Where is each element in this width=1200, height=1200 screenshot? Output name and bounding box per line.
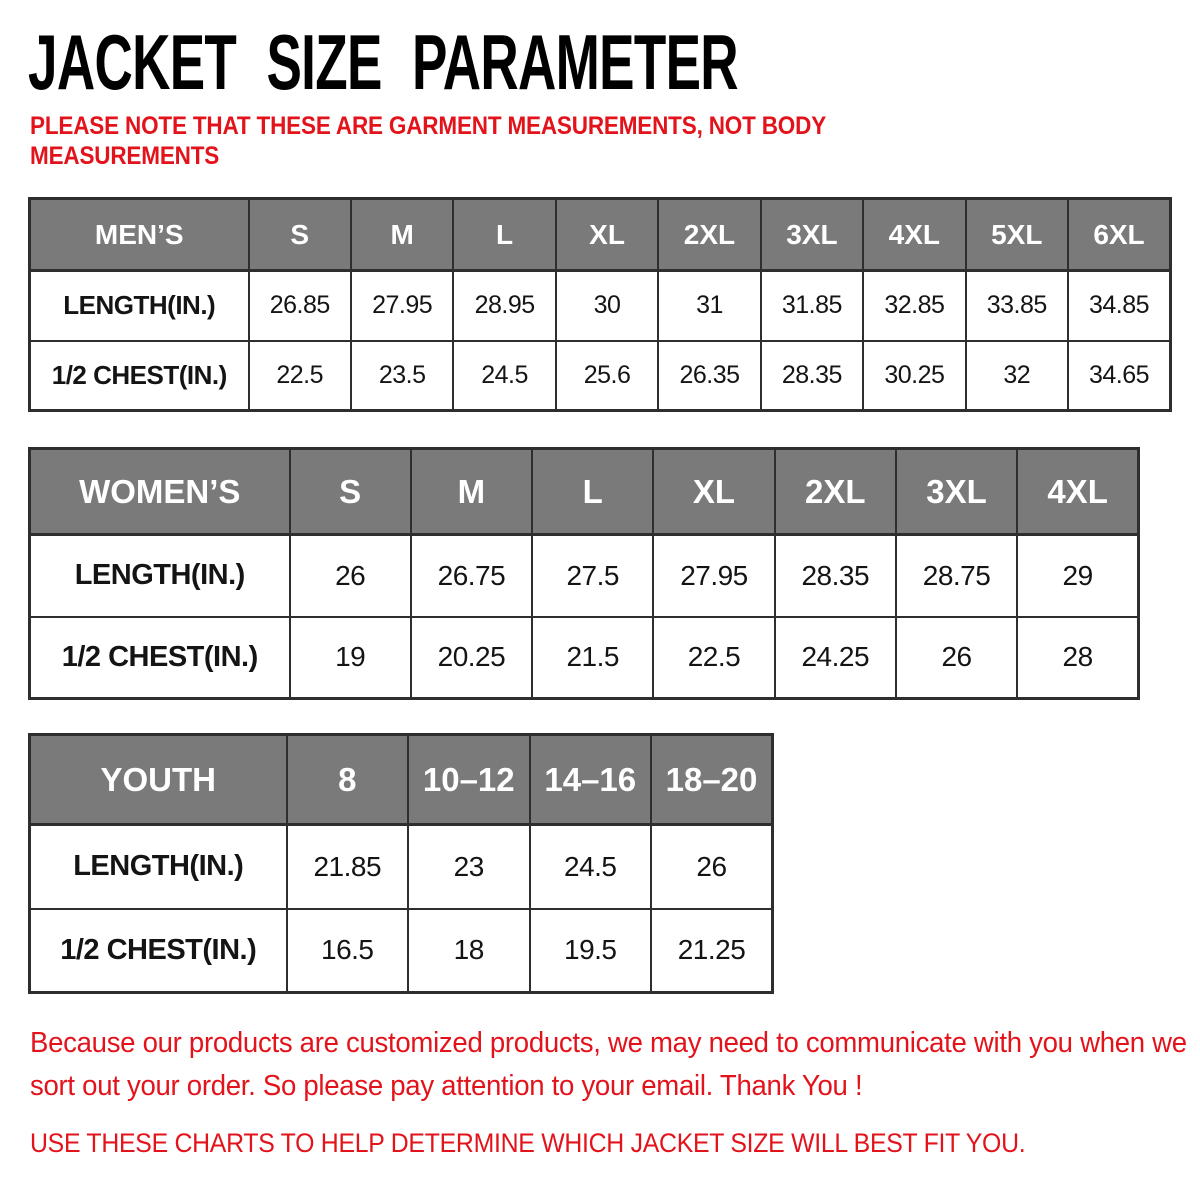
measurement-cell: 19 xyxy=(290,617,411,699)
measurement-cell: 26 xyxy=(651,825,773,909)
measurement-cell: 26.75 xyxy=(411,535,532,617)
measurement-cell: 20.25 xyxy=(411,617,532,699)
mens-header-row xyxy=(30,199,1171,271)
size-header-cell: 4XL xyxy=(863,199,965,271)
size-fit-advice: USE THESE CHARTS TO HELP DETERMINE WHICH JACKET SIZE WILL BEST FIT YOU. xyxy=(30,1128,1026,1158)
womens-header-row xyxy=(30,449,1139,535)
row-label-cell: 1/2 CHEST(IN.) xyxy=(30,909,287,993)
womens-table-title-cell: WOMEN’S xyxy=(30,449,290,535)
measurement-cell: 27.95 xyxy=(351,271,453,341)
measurement-cell: 27.95 xyxy=(653,535,774,617)
measurement-cell: 32 xyxy=(966,341,1068,411)
measurement-cell: 33.85 xyxy=(966,271,1068,341)
measurement-cell: 34.85 xyxy=(1068,271,1171,341)
measurement-cell: 16.5 xyxy=(287,909,409,993)
measurement-cell: 34.65 xyxy=(1068,341,1171,411)
customization-notice: Because our products are customized products, we may need to communicate with you when we sort out your order. So please pay attention to your email. Thank You ! xyxy=(30,1027,1187,1102)
measurement-cell: 22.5 xyxy=(653,617,774,699)
youth-table-title-cell: YOUTH xyxy=(30,735,287,825)
row-label-cell: LENGTH(IN.) xyxy=(30,271,249,341)
womens-length-row xyxy=(30,535,1139,617)
measurement-cell: 26 xyxy=(290,535,411,617)
mens-length-row xyxy=(30,271,1171,341)
measurement-cell: 21.25 xyxy=(651,909,773,993)
measurement-cell: 32.85 xyxy=(863,271,965,341)
womens-chest-row xyxy=(30,617,1139,699)
size-header-cell: 18–20 xyxy=(651,735,773,825)
row-label-cell: 1/2 CHEST(IN.) xyxy=(30,341,249,411)
measurement-cell: 30 xyxy=(556,271,658,341)
youth-length-row xyxy=(30,825,773,909)
measurement-cell: 26.35 xyxy=(658,341,760,411)
measurement-cell: 28.35 xyxy=(761,341,863,411)
size-header-cell: 14–16 xyxy=(530,735,652,825)
measurement-cell: 21.85 xyxy=(287,825,409,909)
measurement-cell: 23.5 xyxy=(351,341,453,411)
measurement-cell: 26.85 xyxy=(249,271,351,341)
measurement-cell: 28.75 xyxy=(896,535,1017,617)
size-header-cell: S xyxy=(249,199,351,271)
size-header-cell: 10–12 xyxy=(408,735,530,825)
row-label-cell: LENGTH(IN.) xyxy=(30,825,287,909)
measurement-cell: 21.5 xyxy=(532,617,653,699)
measurement-cell: 24.5 xyxy=(453,341,555,411)
measurement-cell: 31 xyxy=(658,271,760,341)
measurement-cell: 31.85 xyxy=(761,271,863,341)
measurement-cell: 22.5 xyxy=(249,341,351,411)
mens-table-title-cell: MEN’S xyxy=(30,199,249,271)
size-header-cell: 4XL xyxy=(1017,449,1138,535)
measurement-cell: 19.5 xyxy=(530,909,652,993)
measurement-cell: 30.25 xyxy=(863,341,965,411)
size-header-cell: XL xyxy=(556,199,658,271)
size-header-cell: 3XL xyxy=(761,199,863,271)
mens-chest-row xyxy=(30,341,1171,411)
size-header-cell: 2XL xyxy=(658,199,760,271)
size-header-cell: 6XL xyxy=(1068,199,1171,271)
measurement-cell: 25.6 xyxy=(556,341,658,411)
youth-size-table xyxy=(28,733,774,994)
measurement-cell: 24.25 xyxy=(775,617,896,699)
size-header-cell: L xyxy=(532,449,653,535)
measurement-cell: 23 xyxy=(408,825,530,909)
size-header-cell: 2XL xyxy=(775,449,896,535)
measurement-cell: 26 xyxy=(896,617,1017,699)
size-header-cell: 5XL xyxy=(966,199,1068,271)
size-header-cell: 8 xyxy=(287,735,409,825)
size-header-cell: M xyxy=(411,449,532,535)
measurement-cell: 28.95 xyxy=(453,271,555,341)
row-label-cell: LENGTH(IN.) xyxy=(30,535,290,617)
row-label-cell: 1/2 CHEST(IN.) xyxy=(30,617,290,699)
measurement-cell: 27.5 xyxy=(532,535,653,617)
size-header-cell: L xyxy=(453,199,555,271)
measurement-cell: 29 xyxy=(1017,535,1138,617)
womens-size-table xyxy=(28,447,1140,700)
measurement-cell: 18 xyxy=(408,909,530,993)
size-header-cell: S xyxy=(290,449,411,535)
size-header-cell: XL xyxy=(653,449,774,535)
garment-measurement-note: PLEASE NOTE THAT THESE ARE GARMENT MEASUREMENTS, NOT BODY MEASUREMENTS xyxy=(30,112,826,170)
measurement-cell: 24.5 xyxy=(530,825,652,909)
youth-chest-row xyxy=(30,909,773,993)
youth-header-row xyxy=(30,735,773,825)
measurement-cell: 28 xyxy=(1017,617,1138,699)
size-header-cell: 3XL xyxy=(896,449,1017,535)
mens-size-table xyxy=(28,197,1172,412)
size-header-cell: M xyxy=(351,199,453,271)
page-title: JACKET SIZE PARAMETER xyxy=(28,18,738,106)
measurement-cell: 28.35 xyxy=(775,535,896,617)
